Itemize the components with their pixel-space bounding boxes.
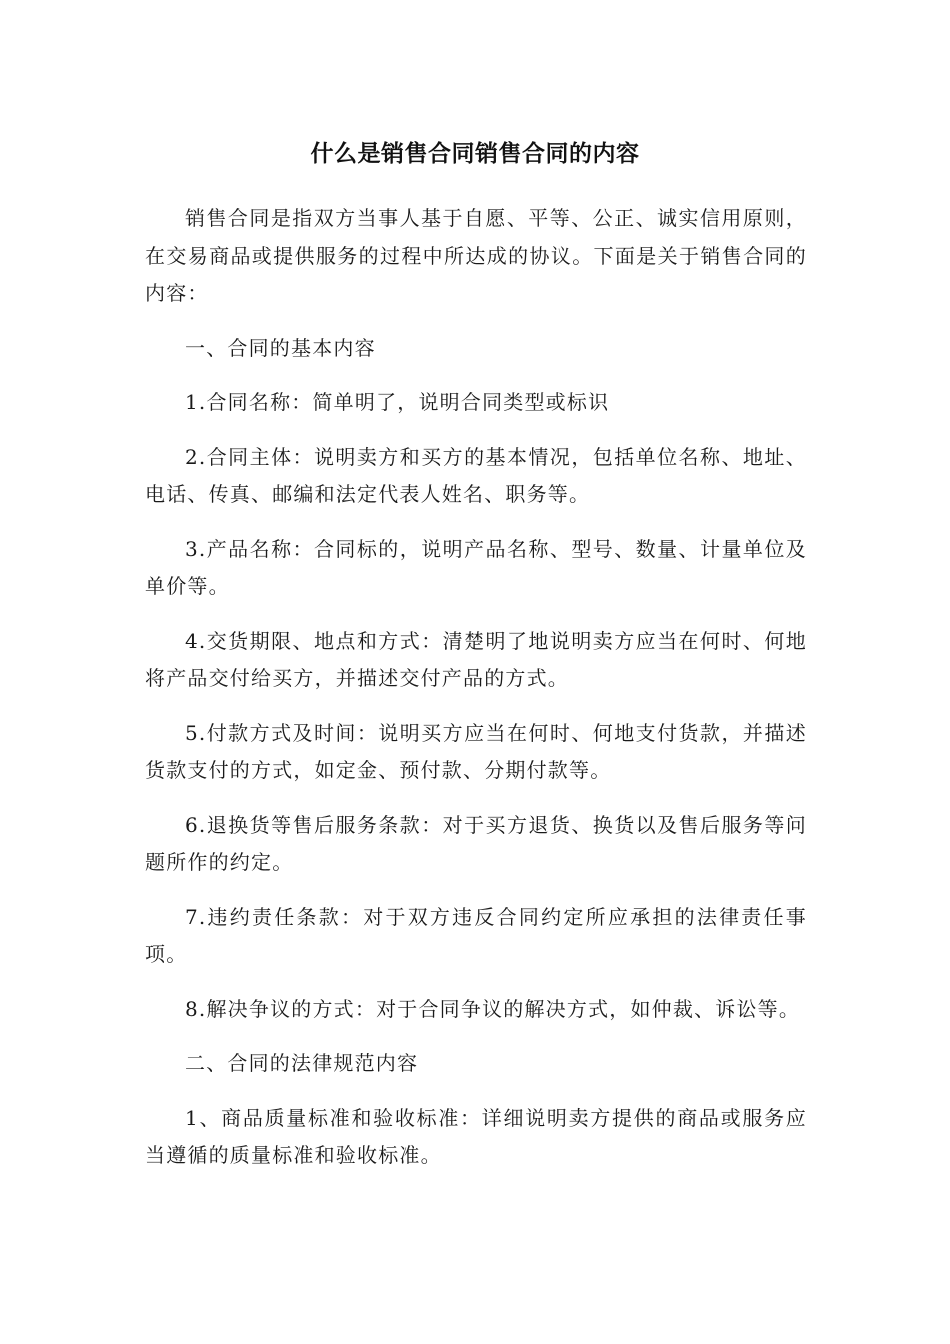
paragraph-item-1: 1.合同名称：简单明了，说明合同类型或标识 <box>185 390 610 414</box>
section-heading-basic-content: 一、合同的基本内容 <box>185 335 376 360</box>
paragraph-intro: 销售合同是指双方当事人基于自愿、平等、公正、诚实信用原则，在交易商品或提供服务的过程中所达成的协议。下面是关于销售合同的内容： <box>145 206 807 305</box>
document-title: 什么是销售合同销售合同的内容 <box>310 141 640 167</box>
paragraph-item-5: 5.付款方式及时间：说明买方应当在何时、何地支付货款，并描述货款支付的方式，如定金、预付款、分期付款等。 <box>145 720 807 782</box>
paragraph-item-7: 7.违约责任条款：对于双方违反合同约定所应承担的法律责任事项。 <box>145 904 807 966</box>
section-heading-legal-content: 二、合同的法律规范内容 <box>185 1051 419 1075</box>
paragraph-item-6: 6.退换货等售后服务条款：对于买方退货、换货以及售后服务等问题所作的约定。 <box>145 812 807 874</box>
paragraph-item-2: 2.合同主体：说明卖方和买方的基本情况，包括单位名称、地址、电话、传真、邮编和法定代表人姓名、职务等。 <box>145 444 807 506</box>
paragraph-item-3: 3.产品名称：合同标的，说明产品名称、型号、数量、计量单位及单价等。 <box>145 536 807 598</box>
paragraph-item-4: 4.交货期限、地点和方式：清楚明了地说明卖方应当在何时、何地将产品交付给买方，并描述交付产品的方式。 <box>145 628 807 690</box>
paragraph-item-8: 8.解决争议的方式：对于合同争议的解决方式，如仲裁、诉讼等。 <box>185 996 801 1021</box>
document-body <box>145 200 807 1192</box>
paragraph-legal-item-1: 1、商品质量标准和验收标准：详细说明卖方提供的商品或服务应当遵循的质量标准和验收标准。 <box>145 1105 807 1167</box>
